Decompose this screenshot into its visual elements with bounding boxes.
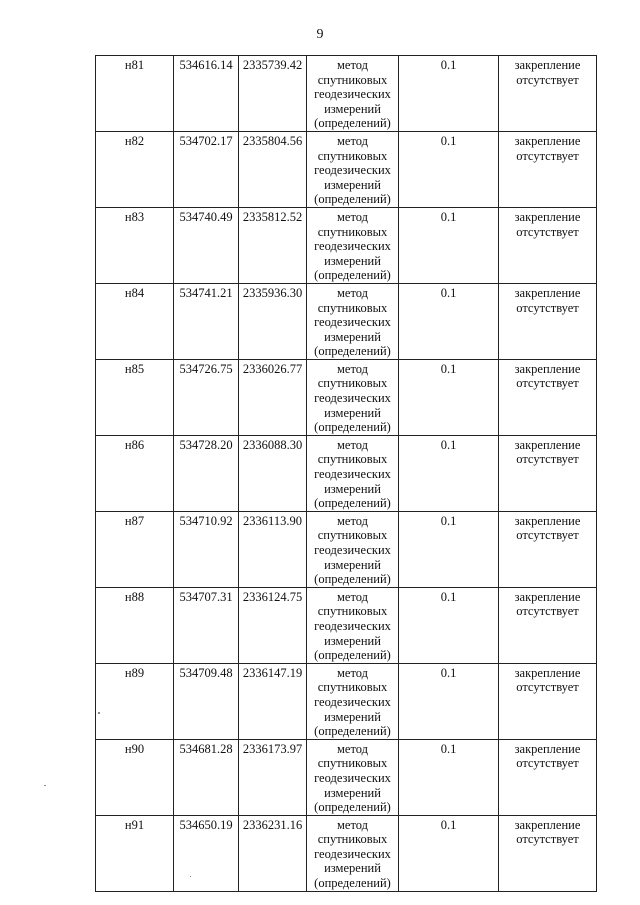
table-row <box>96 131 597 207</box>
fixing-cell: закрепление отсутствует <box>499 587 597 663</box>
accuracy-cell: 0.1 <box>399 283 499 359</box>
method-cell: метод спутниковых геодезических измерений (определений) <box>307 587 399 663</box>
scan-speck <box>190 876 191 877</box>
method-cell: метод спутниковых геодезических измерений (определений) <box>307 56 399 132</box>
x-coordinate-cell: 534740.49 <box>174 207 239 283</box>
fixing-cell: закрепление отсутствует <box>499 131 597 207</box>
fixing-cell: закрепление отсутствует <box>499 283 597 359</box>
method-cell: метод спутниковых геодезических измерений (определений) <box>307 511 399 587</box>
point-name-cell: н83 <box>96 207 174 283</box>
y-coordinate-cell: 2336124.75 <box>239 587 307 663</box>
method-cell: метод спутниковых геодезических измерений (определений) <box>307 435 399 511</box>
method-cell: метод спутниковых геодезических измерений (определений) <box>307 739 399 815</box>
fixing-cell: закрепление отсутствует <box>499 359 597 435</box>
accuracy-cell: 0.1 <box>399 359 499 435</box>
method-cell: метод спутниковых геодезических измерений (определений) <box>307 131 399 207</box>
accuracy-cell: 0.1 <box>399 511 499 587</box>
accuracy-cell: 0.1 <box>399 739 499 815</box>
page-number: 9 <box>316 27 324 42</box>
x-coordinate-cell: 534707.31 <box>174 587 239 663</box>
point-name-cell: н85 <box>96 359 174 435</box>
accuracy-cell: 0.1 <box>399 815 499 891</box>
table-row <box>96 359 597 435</box>
method-cell: метод спутниковых геодезических измерений (определений) <box>307 663 399 739</box>
point-name-cell: н81 <box>96 56 174 132</box>
x-coordinate-cell: 534702.17 <box>174 131 239 207</box>
x-coordinate-cell: 534709.48 <box>174 663 239 739</box>
fixing-cell: закрепление отсутствует <box>499 739 597 815</box>
accuracy-cell: 0.1 <box>399 663 499 739</box>
y-coordinate-cell: 2336026.77 <box>239 359 307 435</box>
boundary-points-table <box>95 55 597 892</box>
accuracy-cell: 0.1 <box>399 56 499 132</box>
fixing-cell: закрепление отсутствует <box>499 663 597 739</box>
point-name-cell: н86 <box>96 435 174 511</box>
method-cell: метод спутниковых геодезических измерений (определений) <box>307 359 399 435</box>
table-row <box>96 283 597 359</box>
fixing-cell: закрепление отсутствует <box>499 435 597 511</box>
y-coordinate-cell: 2335936.30 <box>239 283 307 359</box>
y-coordinate-cell: 2336147.19 <box>239 663 307 739</box>
table-row <box>96 435 597 511</box>
accuracy-cell: 0.1 <box>399 435 499 511</box>
y-coordinate-cell: 2335739.42 <box>239 56 307 132</box>
y-coordinate-cell: 2335812.52 <box>239 207 307 283</box>
method-cell: метод спутниковых геодезических измерений (определений) <box>307 815 399 891</box>
table-row <box>96 207 597 283</box>
y-coordinate-cell: 2336173.97 <box>239 739 307 815</box>
scan-speck <box>98 712 100 714</box>
y-coordinate-cell: 2336088.30 <box>239 435 307 511</box>
method-cell: метод спутниковых геодезических измерений (определений) <box>307 283 399 359</box>
table-row <box>96 511 597 587</box>
table-row <box>96 739 597 815</box>
y-coordinate-cell: 2335804.56 <box>239 131 307 207</box>
table-body <box>96 56 597 892</box>
x-coordinate-cell: 534650.19 <box>174 815 239 891</box>
accuracy-cell: 0.1 <box>399 131 499 207</box>
x-coordinate-cell: 534616.14 <box>174 56 239 132</box>
y-coordinate-cell: 2336113.90 <box>239 511 307 587</box>
point-name-cell: н84 <box>96 283 174 359</box>
point-name-cell: н88 <box>96 587 174 663</box>
method-cell: метод спутниковых геодезических измерений (определений) <box>307 207 399 283</box>
accuracy-cell: 0.1 <box>399 587 499 663</box>
table-row <box>96 663 597 739</box>
table-row <box>96 587 597 663</box>
table-row <box>96 815 597 891</box>
x-coordinate-cell: 534681.28 <box>174 739 239 815</box>
point-name-cell: н90 <box>96 739 174 815</box>
fixing-cell: закрепление отсутствует <box>499 815 597 891</box>
x-coordinate-cell: 534741.21 <box>174 283 239 359</box>
y-coordinate-cell: 2336231.16 <box>239 815 307 891</box>
point-name-cell: н89 <box>96 663 174 739</box>
point-name-cell: н82 <box>96 131 174 207</box>
x-coordinate-cell: 534710.92 <box>174 511 239 587</box>
table-row <box>96 56 597 132</box>
fixing-cell: закрепление отсутствует <box>499 207 597 283</box>
point-name-cell: н87 <box>96 511 174 587</box>
x-coordinate-cell: 534726.75 <box>174 359 239 435</box>
accuracy-cell: 0.1 <box>399 207 499 283</box>
fixing-cell: закрепление отсутствует <box>499 56 597 132</box>
point-name-cell: н91 <box>96 815 174 891</box>
scan-speck <box>44 785 46 786</box>
x-coordinate-cell: 534728.20 <box>174 435 239 511</box>
fixing-cell: закрепление отсутствует <box>499 511 597 587</box>
